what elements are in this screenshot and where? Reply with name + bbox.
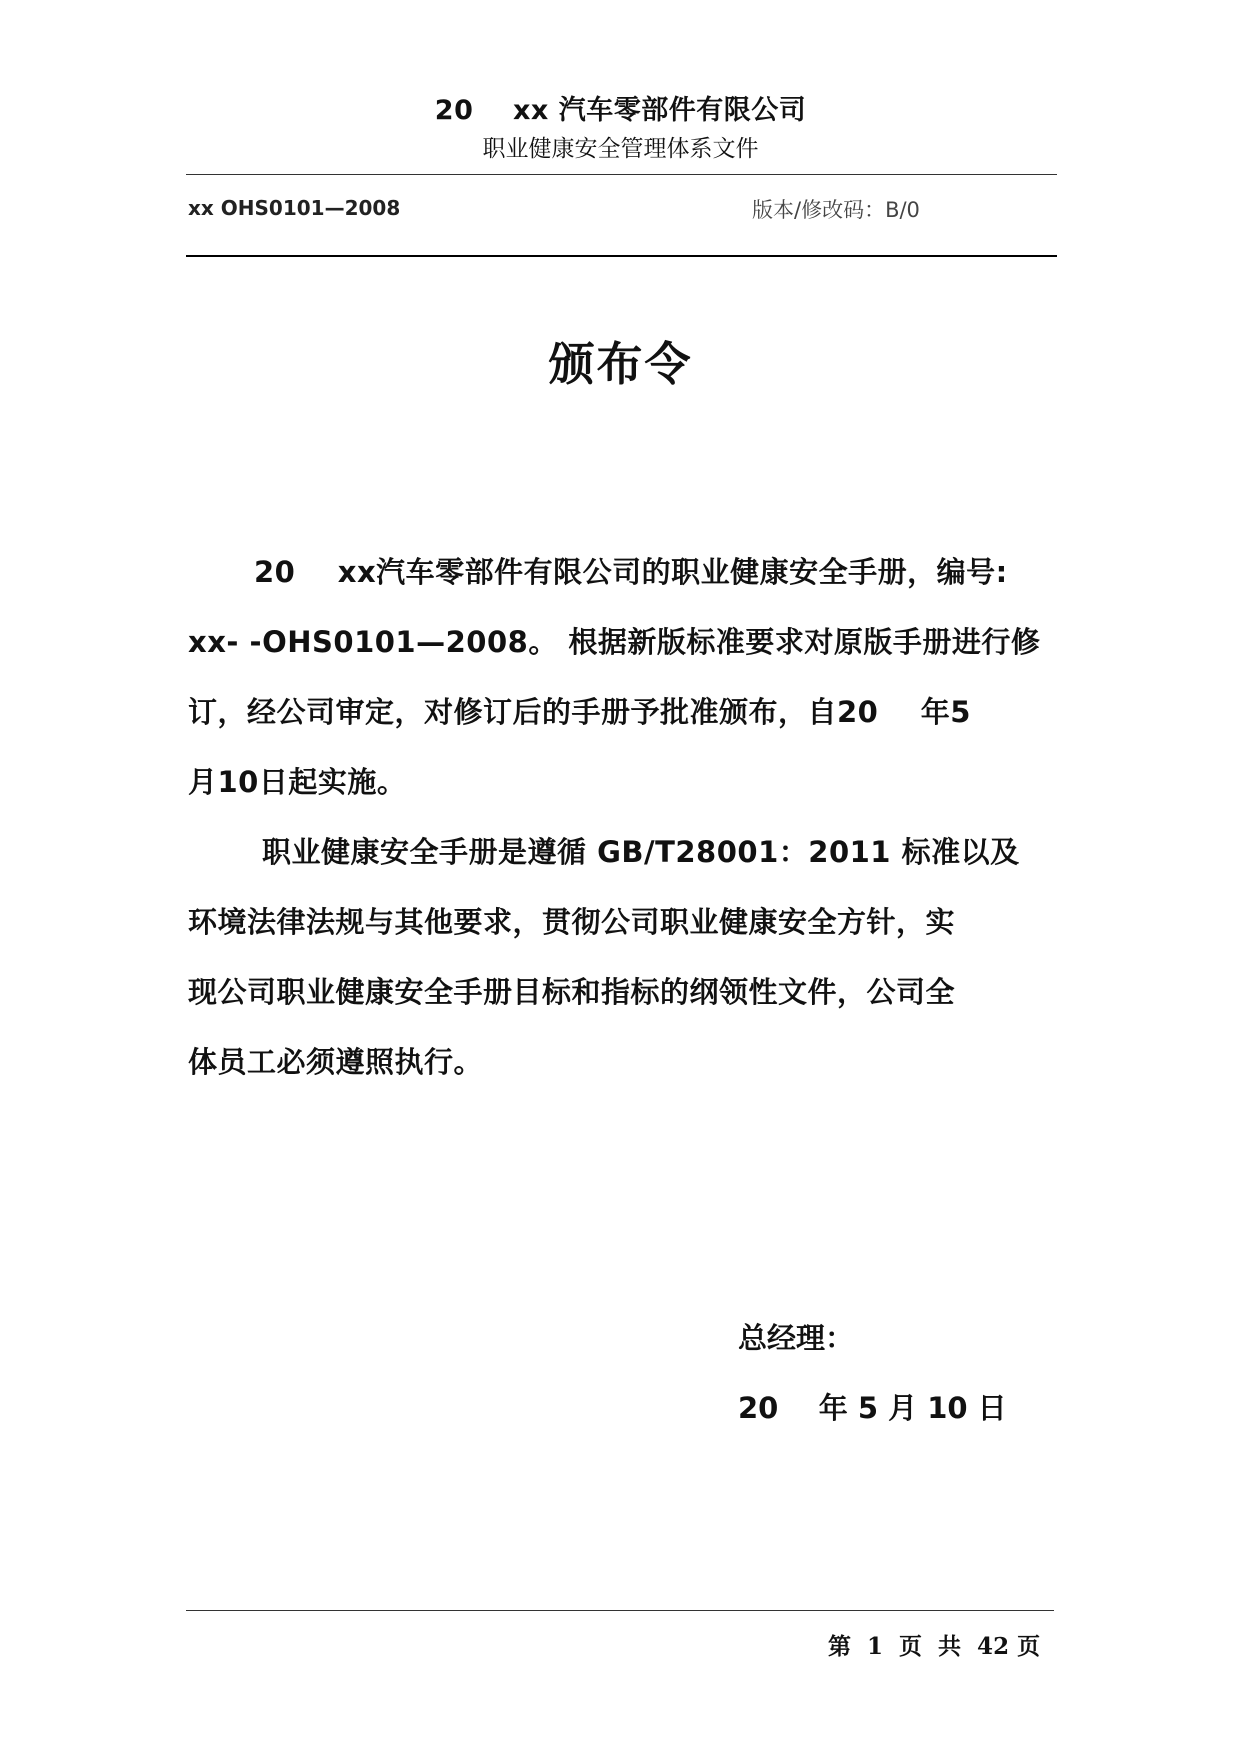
- page-title: 颁布令: [548, 337, 693, 391]
- paragraph-1-line-1: 20 xx汽车零部件有限公司的职业健康安全手册，编号:: [254, 555, 1008, 589]
- document-subtitle: 职业健康安全管理体系文件: [482, 136, 759, 162]
- paragraph-2-line-1: 职业健康安全手册是遵循 GB/T28001：2011 标准以及: [262, 835, 1020, 869]
- paragraph-2-line-4: 体员工必须遵照执行。: [188, 1045, 484, 1079]
- page-indicator: 第 1 页 共 42 页: [828, 1633, 1041, 1660]
- document-code: xx OHS0101—2008: [188, 196, 401, 220]
- paragraph-2-line-3: 现公司职业健康安全手册目标和指标的纲领性文件，公司全: [188, 975, 956, 1009]
- footer-divider: [186, 1610, 1054, 1611]
- paragraph-1-line-3: 订，经公司审定，对修订后的手册予批准颁布，自20 年5: [188, 695, 971, 729]
- header-divider: [186, 174, 1057, 175]
- header-divider-thick: [186, 255, 1057, 257]
- paragraph-2-line-2: 环境法律法规与其他要求，贯彻公司职业健康安全方针，实: [188, 905, 956, 939]
- signature-date: 20 年 5 月 10 日: [738, 1391, 1007, 1425]
- company-name: 20 xx 汽车零部件有限公司: [434, 95, 807, 126]
- paragraph-1-line-4: 月10日起实施。: [188, 765, 407, 799]
- paragraph-1-line-2: xx- -OHS0101—2008。 根据新版标准要求对原版手册进行修: [188, 625, 1041, 659]
- version-code: 版本/修改码：B/0: [752, 198, 920, 222]
- signatory-role: 总经理：: [738, 1321, 855, 1355]
